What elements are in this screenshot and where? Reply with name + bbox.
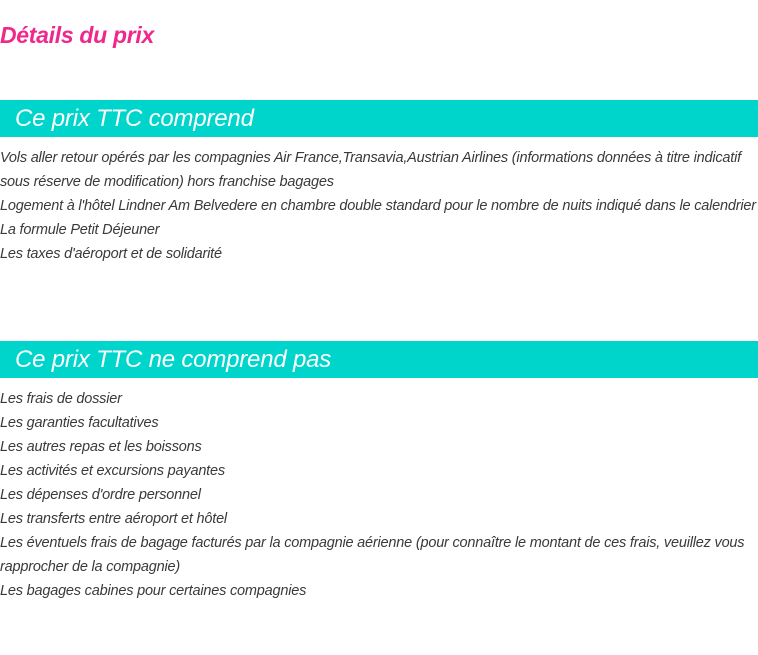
excluded-section-header (0, 341, 758, 378)
included-section-header (0, 100, 758, 137)
list-item: La formule Petit Déjeuner (0, 222, 160, 238)
list-item: Les garanties facultatives (0, 415, 159, 431)
list-item: Les autres repas et les boissons (0, 439, 202, 455)
excluded-heading: Ce prix TTC ne comprend pas (15, 346, 332, 373)
list-item: Les éventuels frais de bagage facturés par la compagnie aérienne (pour connaître le montant de ces frais, veuillez vous rapprocher de la compagnie) (0, 535, 745, 575)
included-heading: Ce prix TTC comprend (15, 105, 254, 132)
list-item: Les transferts entre aéroport et hôtel (0, 511, 227, 527)
included-list (0, 146, 758, 266)
excluded-list (0, 387, 758, 603)
list-item: Les dépenses d'ordre personnel (0, 487, 201, 503)
list-item: Les bagages cabines pour certaines compagnies (0, 583, 307, 599)
list-item: Les activités et excursions payantes (0, 463, 225, 479)
page-title: Détails du prix (0, 22, 154, 48)
list-item: Les taxes d'aéroport et de solidarité (0, 246, 222, 262)
list-item: Les frais de dossier (0, 391, 122, 407)
list-item: Vols aller retour opérés par les compagnies Air France,Transavia,Austrian Airlines (informations données à titre indicatif sous réserve de modification) hors franchise bagages (0, 150, 741, 190)
list-item: Logement à l'hôtel Lindner Am Belvedere en chambre double standard pour le nombre de nuits indiqué dans le calendrier (0, 198, 756, 214)
